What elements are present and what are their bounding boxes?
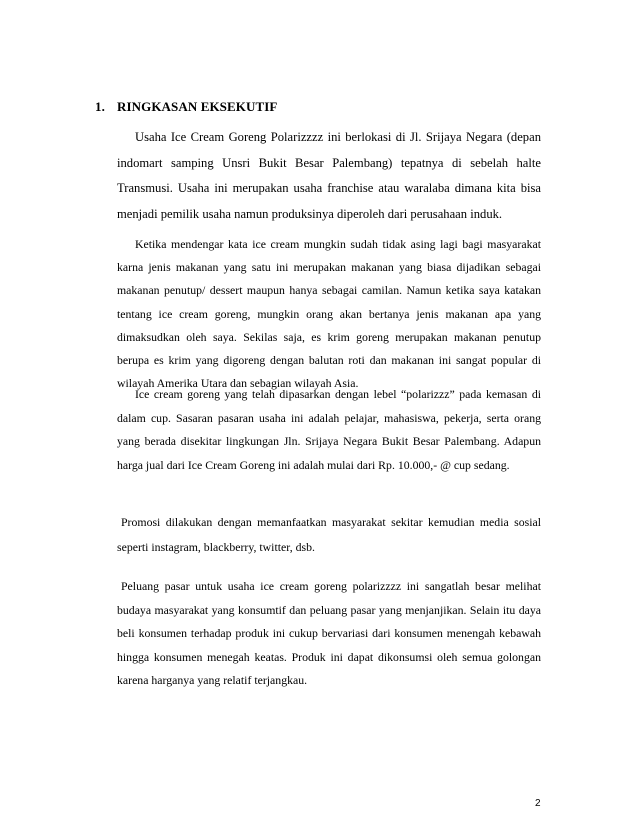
section-heading: [95, 99, 277, 115]
paragraph-4-block: [117, 510, 541, 560]
section-title: RINGKASAN EKSEKUTIF: [117, 99, 278, 114]
paragraph-2-block: [117, 233, 541, 395]
paragraph-4: Promosi dilakukan dengan memanfaatkan masyarakat sekitar kemudian media sosial seperti instagram, blackberry, twitter, dsb.: [117, 515, 541, 554]
paragraph-3-block: [117, 383, 541, 477]
paragraph-5: Peluang pasar untuk usaha ice cream goreng polarizzzz ini sangatlah besar melihat budaya masyarakat yang konsumtif dan peluang pasar yang menjanjikan. Selain itu daya beli konsumen terhadap produk ini cukup bervariasi dari konsumen menengah kebawah hingga konsumen menegah keatas. Produk ini dapat dikonsumsi oleh semua golongan karena harganya yang relatif terjangkau.: [117, 579, 541, 687]
paragraph-1-block: [117, 125, 541, 227]
paragraph-3: Ice cream goreng yang telah dipasarkan dengan lebel “polarizzz” pada kemasan di dalam cup. Sasaran pasaran usaha ini adalah pelajar, mahasiswa, pekerja, serta orang yang berada disekitar lingkungan Jln. Srijaya Negara Bukit Besar Palembang. Adapun harga jual dari Ice Cream Goreng ini adalah mulai dari Rp. 10.000,- @ cup sedang.: [117, 387, 541, 472]
paragraph-2: Ketika mendengar kata ice cream mungkin sudah tidak asing lagi bagi masyarakat karna jenis makanan yang satu ini merupakan makanan yang biasa dijadikan sebagai makanan penutup/ dessert maupun hanya sebagai camilan. Namun ketika saya katakan tentang ice cream goreng, mungkin orang akan bertanya jenis makanan apa yang dimaksudkan oleh saya. Sekilas saja, es krim goreng merupakan makanan penutup berupa es krim yang digoreng dengan balutan roti dan makanan ini sangat popular di wilayah Amerika Utara dan sebagian wilayah Asia.: [117, 237, 541, 391]
paragraph-1: Usaha Ice Cream Goreng Polarizzzz ini berlokasi di Jl. Srijaya Negara (depan indomart samping Unsri Bukit Besar Palembang) tepatnya di sebelah halte Transmusi. Usaha ini merupakan usaha franchise atau waralaba dimana kita bisa menjadi pemilik usaha namun produksinya diperoleh dari perusahaan induk.: [117, 130, 541, 221]
page-number: 2: [535, 798, 541, 809]
section-number: 1.: [95, 99, 105, 114]
paragraph-5-block: [117, 575, 541, 693]
